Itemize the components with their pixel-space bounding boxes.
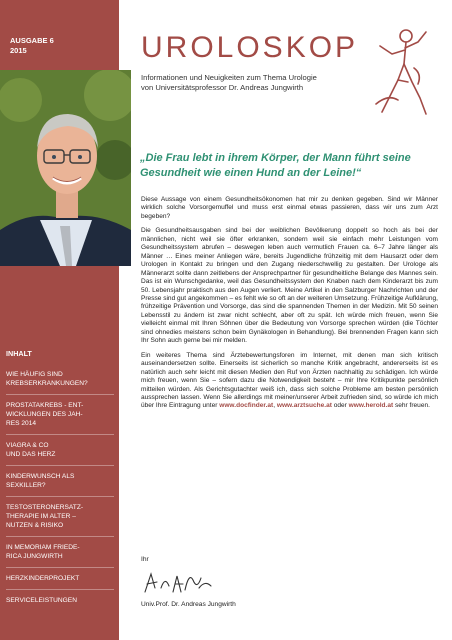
signature-icon [141, 566, 221, 600]
author-photo [0, 70, 131, 266]
toc-item-line: VIAGRA & CO [6, 442, 49, 449]
closing-greeting: Ihr [141, 556, 149, 563]
toc-item-line: WICKLUNGEN DES JAH- [6, 411, 83, 418]
paragraph-end: sehr freuen. [393, 402, 430, 410]
toc-item[interactable] [6, 395, 114, 435]
toc-item[interactable] [6, 466, 114, 497]
toc-item-line: RES 2014 [6, 420, 37, 427]
paragraph: Die Gesundheitsausgaben sind bei der weiblichen Bevölkerung doppelt so hoch als bei der männlichen, nicht weil sie öfter erkranken, sondern weil sie einfach mehr Leistungen vom Gesundheitssystem abrufen – deswegen leben auch vermutlich Frauen ca. 6–7 Jahre länger als Männer … Eines meiner Anliegen wäre, bereits Jugendliche frühzeitig mit dem Hausarzt oder dem Urologen in Kontakt zu bringen und den Zugang niederschwellig zu gestalten. Der Urologe als Männerarzt sollte dann zeitlebens der Ansprechpartner für gesundheitliche Belange des Mannes sein. Das ist ein Wunschgedanke, weil das Gesundheitssystem den Knaben nach dem Kinderarzt bis zum 50. Lebensjahr praktisch aus den Augen verliert. Meine Artikel in den Salzburger Nachrichten und der Presse sind gut angekommen – es fehlt wie so oft an der weiteren Umsetzung. Frühzeitige Aufklärung, frühzeitige Prävention und Vorsorge, das sind die spannenden Themen in der Medizin. Mit 50 seinen Lebensstil zu ändern ist zwar nicht schlecht, aber oft zu spät. Ich würde mich freuen, wenn Sie vielleicht einmal mit Ihren Söhnen über die Bedeutung von Vorsorge sprechen würden (die Töchter sind ohnedies meistens schon beim Gynäkologen in Behandlung). Bei brennenden Fragen kann sich Ihr Sohn auch gerne bei mir melden. [141, 227, 438, 345]
link-herold[interactable]: www.herold.at [348, 402, 394, 410]
issue-info [10, 36, 54, 56]
newsletter-title: UROLOSKOP [141, 31, 359, 64]
toc-item[interactable] [6, 497, 114, 537]
author-name: Univ.Prof. Dr. Andreas Jungwirth [141, 601, 236, 608]
author-portrait-illustration [0, 70, 131, 266]
paragraph [141, 352, 438, 411]
toc-item[interactable] [6, 364, 114, 395]
table-of-contents [6, 349, 114, 611]
toc-item-line: IN MEMORIAM FRIEDE- [6, 544, 80, 551]
separator: oder [331, 402, 349, 410]
toc-item-line: RICA JUNGWIRTH [6, 553, 63, 560]
toc-item[interactable] [6, 435, 114, 466]
paragraph-text: Ein weiteres Thema sind Ärztebewertungsforen im Internet, mit denen man sich kritisch auseinandersetzen sollte. Einerseits ist sicherlich so manche Kritik angebracht, andererseits ist es natürlich auch sehr leicht mit diesen Medien den Ruf von Ärzten nachhaltig zu schädigen. Ich würde mich freuen, wenn Sie – sofern dazu die Notwendigkeit besteht – mir Ihre Kritikpunkte persönlich mitteilen würden. Als Gerichtsgutachter weiß ich, dass sich solche Probleme am besten persönlich aussprechen lassen. Wenn Sie allerdings mit meiner/unserer Arbeit zufrieden sind, so würde ich mich über Ihre Eintragung unter [141, 351, 438, 410]
toc-item[interactable] [6, 590, 114, 611]
issue-year: 2015 [10, 46, 27, 55]
link-docfinder[interactable]: www.docfinder.at [219, 402, 274, 410]
toc-item-line: THERAPIE IM ALTER – [6, 513, 76, 520]
uroloskop-figure-logo-icon [368, 24, 432, 120]
toc-item[interactable] [6, 537, 114, 568]
separator: , [273, 402, 277, 410]
toc-item-line: UND DAS HERZ [6, 451, 56, 458]
subtitle-line: von Universitätsprofessor Dr. Andreas Jungwirth [141, 83, 304, 92]
toc-heading: INHALT [6, 349, 32, 358]
issue-number: AUSGABE 6 [10, 36, 54, 45]
toc-item[interactable] [6, 568, 114, 590]
lead-quote: „Die Frau lebt in ihrem Körper, der Mann führt seine Gesundheit wie einen Hund an der Leine!“ [140, 152, 411, 179]
toc-item-line: HERZKINDERPROJEKT [6, 575, 80, 582]
toc-item-line: TESTOSTERONERSATZ- [6, 504, 84, 511]
paragraph: Diese Aussage von einem Gesundheitsökonomen hat mir zu denken gegeben. Sind wir Männer wirklich solche Vorsorgemuffel und muss erst einmal etwas passieren, dass wir uns zum Arzt begeben? [141, 196, 438, 220]
toc-item-line: SEXKILLER? [6, 482, 46, 489]
subtitle-line: Informationen und Neuigkeiten zum Thema Urologie [141, 73, 317, 82]
link-arztsuche[interactable]: www.arztsuche.at [276, 402, 332, 410]
toc-item-line: WIE HÄUFIG SIND [6, 371, 63, 378]
toc-item-line: KINDERWUNSCH ALS [6, 473, 75, 480]
toc-item-line: KREBSERKRANKUNGEN? [6, 380, 88, 387]
toc-item-line: SERVICELEISTUNGEN [6, 597, 77, 604]
toc-item-line: NUTZEN & RISIKO [6, 522, 64, 529]
toc-item-line: PROSTATAKREBS - ENT- [6, 402, 84, 409]
editorial-body [141, 196, 438, 417]
newsletter-subtitle [141, 73, 396, 93]
